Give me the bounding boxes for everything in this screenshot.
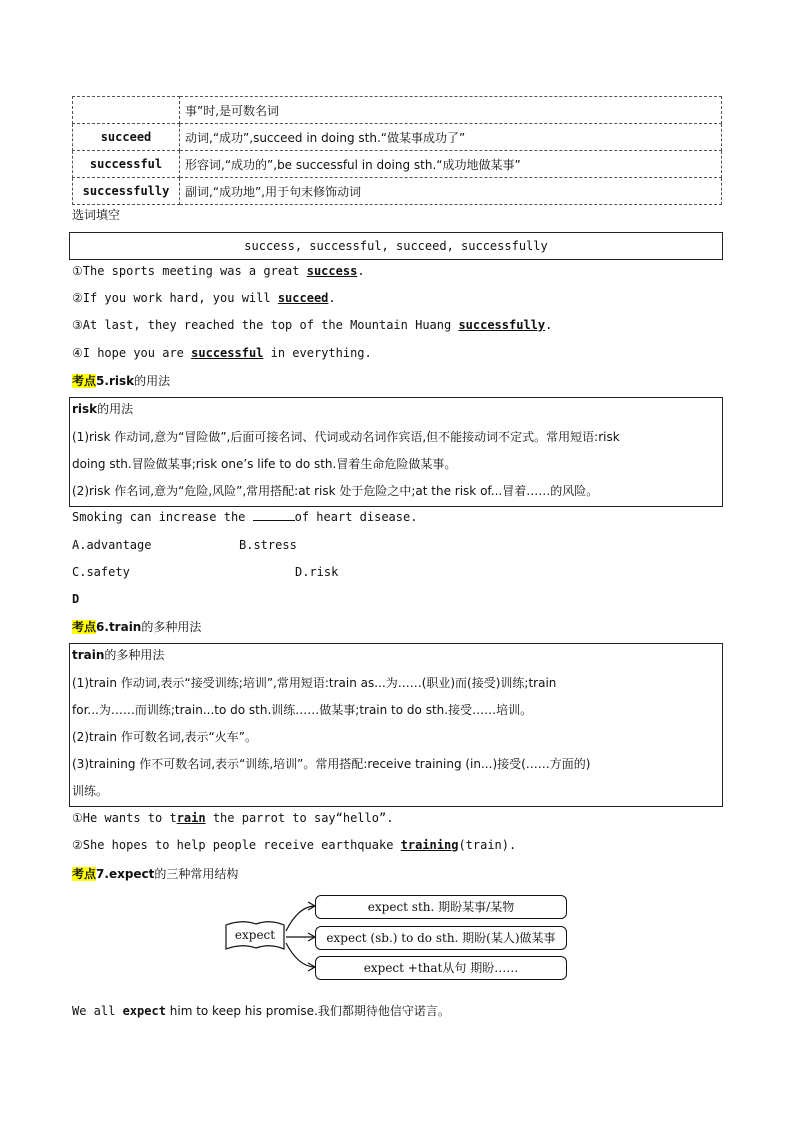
structure-item: expect (sb.) to do sth. 期盼(某人)做某事 (315, 926, 567, 950)
item-text: . (357, 264, 365, 278)
example-text: ①He wants to t (72, 811, 177, 825)
train-example-2 (72, 838, 516, 852)
point-heading-text: 的三种常用结构 (154, 867, 239, 881)
point-number: 7. (96, 867, 109, 881)
box-title-text: 的多种用法 (104, 648, 165, 662)
option-b: B.stress (239, 538, 297, 552)
item-text: ④I hope you are (72, 346, 192, 360)
train-example-1 (72, 811, 393, 825)
item-answer: successfully (458, 318, 546, 332)
point-word: expect (108, 867, 155, 881)
example-answer: rain (176, 811, 206, 825)
example-text: ②She hopes to help people receive earthquake (72, 838, 401, 852)
item-answer: success (306, 264, 358, 278)
point7-heading (72, 865, 238, 882)
table-word-cell: successfully (73, 178, 180, 205)
box-line: (2)train 作可数名词,表示“火车”。 (72, 730, 257, 744)
box-line: doing sth.冒险做某事;risk one’s life to do sth.冒着生命危险做某事。 (72, 457, 457, 471)
example-answer: training (400, 838, 459, 852)
table-word-cell: succeed (73, 124, 180, 151)
word-bank-box (69, 232, 723, 260)
fill-blank-heading: 选词填空 (72, 208, 121, 222)
example-text: him to keep his promise.我们都期待他信守诺言。 (165, 1004, 450, 1018)
answer-blank (253, 510, 295, 521)
structure-item: expect +that从句 期盼…… (315, 956, 567, 980)
point5-heading (72, 372, 170, 389)
example-text: We all (72, 1004, 123, 1018)
example-keyword: expect (122, 1004, 166, 1018)
table-desc-cell: 动词,“成功”,succeed in doing sth.“做某事成功了” (180, 124, 722, 151)
risk-question (72, 510, 417, 524)
box-title (72, 646, 164, 663)
expect-example (72, 1002, 450, 1019)
risk-usage-box (69, 397, 723, 507)
box-line: (1)risk 作动词,意为“冒险做”,后面可接名词、代词或动名词作宾语,但不能接动词不定式。常用短语:risk (72, 430, 620, 444)
box-line: (1)train 作动词,表示“接受训练;培训”,常用短语:train as...为……(职业)而(接受)训练;train (72, 676, 557, 690)
item-text: ①The sports meeting was a great (72, 264, 307, 278)
center-label: expect (234, 928, 276, 942)
box-title-word: train (72, 648, 105, 662)
point-heading-text: 的多种用法 (141, 620, 202, 634)
option-a: A.advantage (72, 538, 152, 552)
point6-heading (72, 618, 201, 635)
item-text: . (328, 291, 336, 305)
table-row (73, 97, 722, 124)
table-desc-cell: 副词,“成功地”,用于句末修饰动词 (180, 178, 722, 205)
structure-item: expect sth. 期盼某事/某物 (315, 895, 567, 919)
item-answer: succeed (277, 291, 329, 305)
table-row (73, 124, 722, 151)
point-heading-text: 的用法 (134, 374, 171, 388)
box-line: 训练。 (72, 784, 109, 798)
example-text: (train). (458, 838, 517, 852)
item-answer: successful (191, 346, 264, 360)
box-line: (3)training 作不可数名词,表示“训练,培训”。常用搭配:receive training (in...)接受(……方面的) (72, 757, 591, 771)
train-usage-box (69, 643, 723, 807)
option-c: C.safety (72, 565, 130, 579)
fill-blank-item (72, 318, 552, 332)
table-row (73, 151, 722, 178)
expect-structure-diagram (222, 893, 572, 983)
word-bank-text: success, successful, succeed, successfully (244, 239, 548, 253)
expect-center-node (224, 921, 286, 947)
box-title-word: risk (72, 402, 98, 416)
question-text: of heart disease. (294, 510, 418, 524)
box-line: for...为……而训练;train...to do sth.训练……做某事;train to do sth.接受……培训。 (72, 703, 533, 717)
item-text: ③At last, they reached the top of the Mountain Huang (72, 318, 459, 332)
arrow-up (286, 906, 314, 931)
question-text: Smoking can increase the (72, 510, 253, 524)
fill-blank-item (72, 346, 372, 360)
fill-blank-item (72, 291, 336, 305)
point-word: risk (108, 374, 135, 388)
word-forms-table (72, 96, 722, 205)
point-word: train (108, 620, 142, 634)
fill-blank-item (72, 264, 365, 278)
box-title-text: 的用法 (97, 402, 134, 416)
box-line: (2)risk 作名词,意为“危险,风险”,常用搭配:at risk 处于危险之中;at the risk of...冒着……的风险。 (72, 484, 599, 498)
table-desc-cell: 事”时,是可数名词 (180, 97, 722, 124)
point-number: 5. (96, 374, 109, 388)
item-text: ②If you work hard, you will (72, 291, 278, 305)
point-tag: 考点 (72, 867, 97, 881)
example-text: the parrot to say“hello”. (205, 811, 394, 825)
item-text: . (545, 318, 553, 332)
point-tag: 考点 (72, 374, 97, 388)
item-text: in everything. (263, 346, 372, 360)
table-desc-cell: 形容词,“成功的”,be successful in doing sth.“成功地做某事” (180, 151, 722, 178)
box-title (72, 400, 133, 417)
table-word-cell: successful (73, 151, 180, 178)
point-number: 6. (96, 620, 109, 634)
point-tag: 考点 (72, 620, 97, 634)
table-word-cell (73, 97, 180, 124)
answer-text: D (72, 592, 80, 606)
table-row (73, 178, 722, 205)
option-d: D.risk (295, 565, 339, 579)
